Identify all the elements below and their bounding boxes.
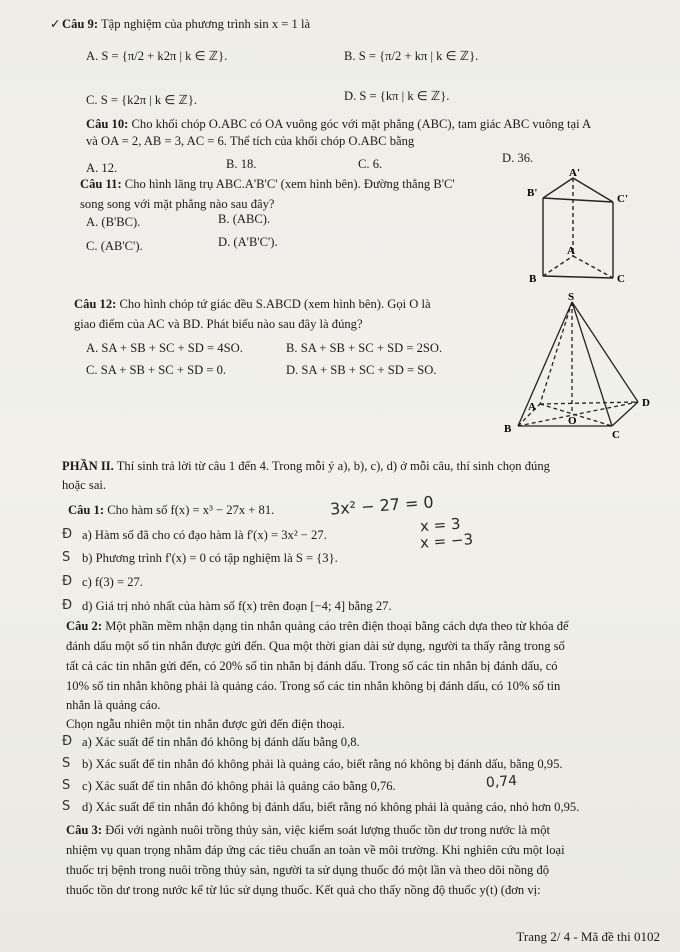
q9-option-a: A. S = {π/2 + k2π | k ∈ ℤ}.	[86, 49, 228, 63]
c2-item-a: a) Xác suất để tin nhắn đó không bị đánh dấu bằng 0,8.	[82, 735, 360, 749]
prism-figure	[505, 168, 655, 290]
c2-line1-text: Một phần mềm nhận dạng tin nhắn quảng cáo trên điện thoại bằng cách dựa theo từ khóa để	[105, 619, 569, 633]
c2d-mark: S	[62, 799, 71, 814]
part2-text2: hoặc sai.	[62, 478, 107, 492]
c2b-mark: S	[62, 756, 71, 771]
c1-stem	[68, 502, 274, 518]
handwriting-derivative: 3x² − 27 = 0	[329, 492, 435, 519]
q11-option-c: C. (AB'C').	[86, 239, 143, 253]
q10-option-d: D. 36.	[502, 151, 534, 165]
c3-line2: nhiệm vụ quan trọng nhằm đáp ứng các tiêu chuẩn an toàn về môi trường. Khi nghiên cứu một loại	[66, 843, 565, 857]
c2a-mark: Đ	[62, 734, 73, 749]
c1-stem-text: Cho hàm số f(x) = x³ − 27x + 81.	[107, 503, 275, 517]
pyramid-label-a: A	[528, 401, 536, 413]
c1-item-c: c) f(3) = 27.	[82, 575, 143, 589]
pyramid-label-b: B	[504, 423, 512, 435]
c1c-mark: Đ	[62, 574, 73, 589]
q10-stem-text: Cho khối chóp O.ABC có OA vuông góc với mặt phẳng (ABC), tam giác ABC vuông tại A	[131, 117, 592, 131]
c1-item-b: b) Phương trình f'(x) = 0 có tập nghiệm là S = {3}.	[82, 551, 338, 565]
c1-title: Câu 1:	[68, 503, 105, 517]
c2-line2: đánh dấu một số tin nhắn được gửi đến. Qua một thời gian dài sử dụng, người ta thấy rằng trong số	[66, 639, 565, 653]
c2-item-d: d) Xác suất để tin nhắn đó không bị đánh dấu, biết rằng nó không phải là quảng cáo, nhỏ hơn 0,95.	[82, 800, 580, 814]
c2-line6: Chọn ngẫu nhiên một tin nhắn được gửi đến điện thoại.	[66, 717, 345, 731]
q11-stem	[80, 176, 455, 192]
prism-label-b-prime: B'	[527, 187, 538, 199]
c3-title: Câu 3:	[66, 823, 103, 837]
q12-stem2: giao điểm của AC và BD. Phát biểu nào sau đây là đúng?	[74, 317, 363, 331]
c1-item-d: d) Giá trị nhỏ nhất của hàm số f(x) trên đoạn [−4; 4] bằng 27.	[82, 599, 392, 613]
q12-stem-text: Cho hình chóp tứ giác đều S.ABCD (xem hình bên). Gọi O là	[119, 297, 431, 311]
q11-option-a: A. (B'BC).	[86, 215, 141, 229]
handwriting-root1: x = 3	[419, 514, 462, 536]
q10-option-a: A. 12.	[86, 161, 118, 175]
c2-title: Câu 2:	[66, 619, 103, 633]
q9-option-b: B. S = {π/2 + kπ | k ∈ ℤ}.	[344, 49, 479, 63]
c1b-mark: S	[62, 550, 71, 565]
part2-header	[62, 458, 668, 474]
c3-line1-text: Đối với ngành nuôi trồng thủy sản, việc kiểm soát lượng thuốc tồn dư trong nước là một	[105, 823, 550, 837]
c2-line1	[66, 618, 670, 634]
prism-label-c: C	[617, 273, 625, 285]
c2-line3: tất cả các tin nhắn gửi đến, có 20% số tin nhắn bị đánh dấu. Trong số các tin nhắn bị đánh dấu, có	[66, 659, 558, 673]
pyramid-figure	[500, 292, 660, 442]
c3-line3: thuốc trị bệnh trong nuôi trồng thủy sản, người ta sử dụng thuốc đó một lần và theo dõi nồng độ	[66, 863, 550, 877]
c2c-mark: S	[62, 778, 71, 793]
q10-title: Câu 10:	[86, 117, 129, 131]
pyramid-label-o: O	[568, 415, 577, 427]
q12-option-d: D. SA + SB + SC + SD = SO.	[286, 363, 437, 377]
c2-line5: nhắn là quảng cáo.	[66, 698, 161, 712]
part2-title: PHẦN II.	[62, 459, 114, 473]
prism-label-c-prime: C'	[617, 193, 628, 205]
page-footer: Trang 2/ 4 - Mã đề thi 0102	[516, 929, 660, 945]
q11-option-b: B. (ABC).	[218, 212, 271, 226]
q11-stem2: song song với mặt phẳng nào sau đây?	[80, 197, 275, 211]
q12-option-c: C. SA + SB + SC + SD = 0.	[86, 363, 227, 377]
c2-item-c: c) Xác suất để tin nhắn đó không phải là quảng cáo bằng 0,76.	[82, 779, 396, 793]
q9-option-d: D. S = {kπ | k ∈ ℤ}.	[344, 89, 450, 103]
q10-stem	[86, 116, 668, 132]
q10-option-b: B. 18.	[226, 157, 257, 171]
q9-checkmark: ✓	[50, 17, 61, 31]
q11-option-d: D. (A'B'C').	[218, 235, 278, 249]
q12-stem	[74, 296, 431, 312]
prism-label-a: A	[567, 245, 575, 257]
q9-stem-text: Tập nghiệm của phương trình sin x = 1 là	[100, 17, 311, 31]
pyramid-label-s: S	[568, 292, 575, 303]
pyramid-label-d: D	[642, 397, 650, 409]
q12-option-b: B. SA + SB + SC + SD = 2SO.	[286, 341, 443, 355]
c1d-mark: Đ	[62, 598, 73, 613]
pyramid-label-c: C	[612, 429, 620, 441]
q10-option-c: C. 6.	[358, 157, 383, 171]
q11-stem-text: Cho hình lăng trụ ABC.A'B'C' (xem hình bên). Đường thẳng B'C'	[124, 177, 455, 191]
q12-option-a: A. SA + SB + SC + SD = 4SO.	[86, 341, 243, 355]
prism-label-a-prime: A'	[569, 168, 580, 179]
c2-line4: 10% số tin nhắn không phải là quảng cáo. Trong số các tin nhắn không bị đánh dấu, có 10% số tin	[66, 679, 561, 693]
handwriting-note: 0,74	[485, 772, 518, 792]
c1-item-a: a) Hàm số đã cho có đạo hàm là f'(x) = 3x² − 27.	[82, 528, 327, 542]
c1a-mark: Đ	[62, 527, 73, 542]
q12-title: Câu 12:	[74, 297, 117, 311]
c2-item-b: b) Xác suất để tin nhắn đó không phải là quảng cáo, biết rằng nó không bị đánh dấu, bằng 0,95.	[82, 757, 563, 771]
prism-label-b: B	[529, 273, 537, 285]
part2-text: Thí sinh trả lời từ câu 1 đến 4. Trong mỗi ý a), b), c), d) ở mỗi câu, thí sinh chọn đúng	[116, 459, 550, 473]
q9-title: Câu 9:	[62, 17, 99, 31]
handwriting-root2: x = −3	[419, 530, 474, 552]
q9-stem	[62, 16, 310, 32]
q10-stem2: và OA = 2, AB = 3, AC = 6. Thể tích của khối chóp O.ABC bằng	[86, 134, 415, 148]
q11-title: Câu 11:	[80, 177, 122, 191]
c3-line1	[66, 822, 670, 838]
c3-line4: thuốc tồn dư trong nước kể từ lúc sử dụng thuốc. Kết quả cho thấy nồng độ thuốc y(t) (đơn vị:	[66, 883, 541, 897]
q9-option-c: C. S = {k2π | k ∈ ℤ}.	[86, 93, 198, 107]
